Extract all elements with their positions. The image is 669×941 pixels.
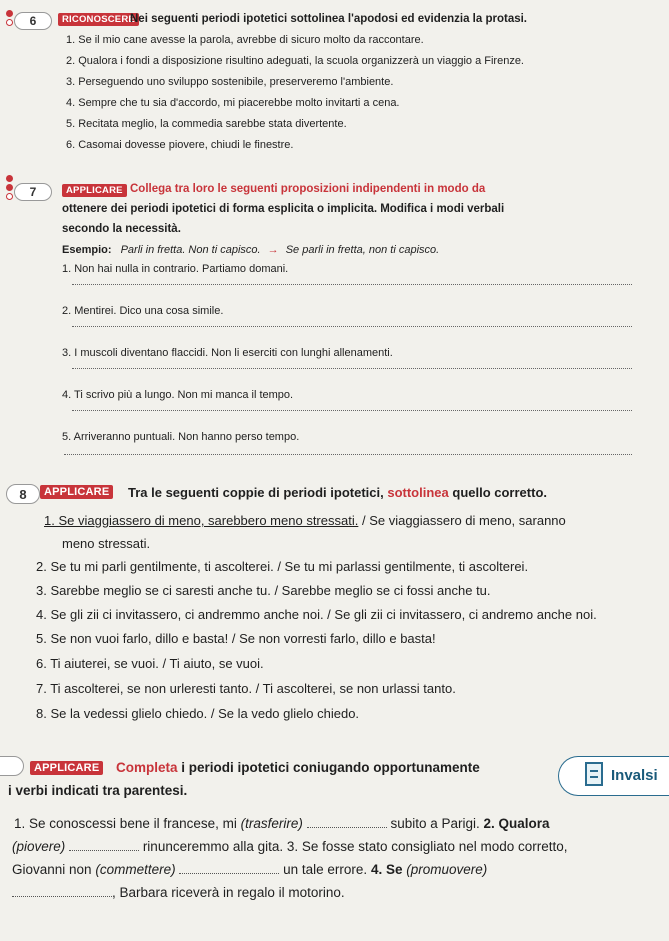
instruction: Nei seguenti periodi ipotetici sottolinea l'apodosi ed evidenzia la protasi.	[130, 13, 528, 25]
answer-line[interactable]	[72, 368, 632, 369]
exercise-number: 7	[14, 183, 52, 201]
difficulty-dots	[6, 10, 13, 28]
list-item: 3. Sarebbe meglio se ci saresti anche tu. / Sarebbe meglio se ci fossi anche tu.	[36, 583, 491, 598]
skill-badge: APPLICARE	[30, 761, 103, 775]
sentence-line: (piovere) rinunceremmo alla gita. 3. Se fosse stato consigliato nel modo corretto,	[12, 839, 568, 854]
list-item: 8. Se la vedessi glielo chiedo. / Se la vedo glielo chiedo.	[36, 706, 360, 721]
list-item: 3. I muscoli diventano flaccidi. Non li eserciti con lunghi allenamenti.	[62, 347, 393, 359]
example: Esempio: Parli in fretta. Non ti capisco. → Se parli in fretta, non ti capisco.	[62, 244, 440, 256]
list-item-continued: meno stressati.	[62, 536, 151, 551]
instruction: Tra le seguenti coppie di periodi ipotetici, sottolinea quello corretto.	[128, 485, 547, 500]
instruction: secondo la necessità.	[62, 223, 181, 235]
list-item: 2. Mentirei. Dico una cosa simile.	[62, 305, 224, 317]
skill-badge: APPLICARE	[40, 485, 113, 499]
skill-badge: RICONOSCERE	[58, 13, 139, 26]
sentence-line: , Barbara riceverà in regalo il motorino.	[12, 885, 345, 900]
list-item: 4. Sempre che tu sia d'accordo, mi piacerebbe molto invitarti a cena.	[66, 97, 400, 109]
difficulty-dots	[6, 175, 13, 202]
list-item: 5. Arriveranno puntuali. Non hanno perso tempo.	[62, 431, 300, 443]
sentence-line: Giovanni non (commettere) un tale errore. 4. Se (promuovere)	[12, 862, 488, 877]
list-item: 2. Qualora i fondi a disposizione risultino adeguati, la scuola organizzerà un viaggio a Firenze.	[66, 55, 524, 67]
list-item: 6. Ti aiuterei, se vuoi. / Ti aiuto, se vuoi.	[36, 656, 264, 671]
list-item: 1. Se viaggiassero di meno, sarebbero meno stressati. / Se viaggiassero di meno, saranno	[44, 513, 566, 528]
document-icon	[585, 762, 603, 786]
list-item: 6. Casomai dovesse piovere, chiudi le finestre.	[66, 139, 294, 151]
blank-input[interactable]	[69, 850, 139, 851]
arrow-right-icon: →	[267, 244, 279, 256]
answer-line[interactable]	[64, 454, 632, 455]
sentence-line: 1. Se conoscessi bene il francese, mi (trasferire) subito a Parigi. 2. Qualora	[14, 816, 550, 831]
exercise-number: 8	[6, 484, 40, 504]
answer-line[interactable]	[72, 326, 632, 327]
blank-input[interactable]	[179, 873, 279, 874]
list-item: 2. Se tu mi parli gentilmente, ti ascolterei. / Se tu mi parlassi gentilmente, ti ascolterei.	[36, 559, 529, 574]
exercise-number: 6	[14, 12, 52, 30]
list-item: 5. Recitata meglio, la commedia sarebbe stata divertente.	[66, 118, 347, 130]
instruction: ottenere dei periodi ipotetici di forma esplicita o implicita. Modifica i modi verbali	[62, 203, 505, 215]
instruction: Collega tra loro le seguenti proposizioni indipendenti in modo da	[130, 183, 486, 195]
blank-input[interactable]	[307, 827, 387, 828]
list-item: 1. Non hai nulla in contrario. Partiamo domani.	[62, 263, 289, 275]
instruction: Completa i periodi ipotetici coniugando opportunamente	[116, 760, 480, 775]
list-item: 4. Ti scrivo più a lungo. Non mi manca il tempo.	[62, 389, 294, 401]
blank-input[interactable]	[12, 896, 112, 897]
list-item: 4. Se gli zii ci invitassero, ci andremmo anche noi. / Se gli zii ci invitassero, ci andremo anche noi.	[36, 607, 597, 622]
list-item: 3. Perseguendo uno sviluppo sostenibile, preserveremo l'ambiente.	[66, 76, 394, 88]
instruction: i verbi indicati tra parentesi.	[8, 783, 188, 798]
answer-line[interactable]	[72, 284, 632, 285]
list-item: 7. Ti ascolterei, se non urleresti tanto. / Ti ascolterei, se non urlassi tanto.	[36, 681, 456, 696]
exercise-number	[0, 756, 24, 776]
invalsi-tag: Invalsi	[558, 756, 669, 796]
answer-line[interactable]	[72, 410, 632, 411]
skill-badge: APPLICARE	[62, 184, 127, 197]
list-item: 1. Se il mio cane avesse la parola, avrebbe di sicuro molto da raccontare.	[66, 34, 424, 46]
list-item: 5. Se non vuoi farlo, dillo e basta! / Se non vorresti farlo, dillo e basta!	[36, 631, 436, 646]
